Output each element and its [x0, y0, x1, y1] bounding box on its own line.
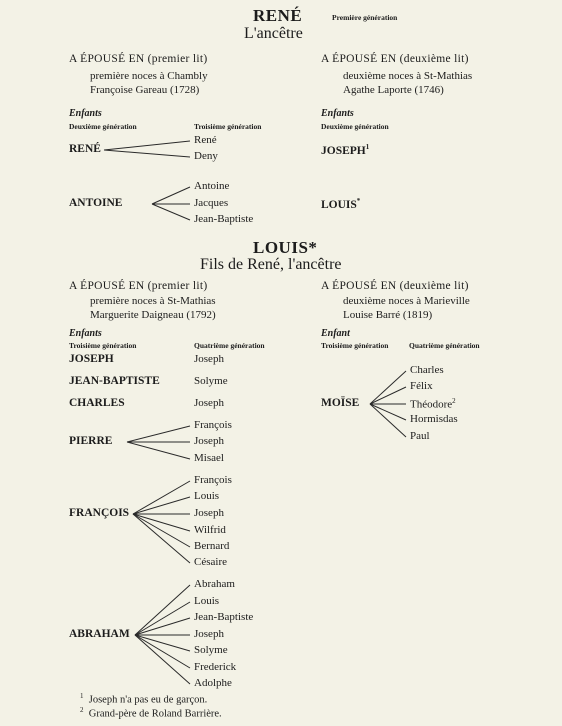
person-pierre: PIERRE — [69, 435, 113, 447]
footnote — [80, 706, 222, 720]
child-name: Antoine — [194, 180, 230, 192]
child-name: Louis — [194, 595, 220, 607]
s1-right-line1: deuxième noces à St-Mathias — [343, 70, 473, 82]
s1-left-line1: première noces à Chambly — [90, 70, 208, 82]
child-name: François — [194, 419, 232, 431]
child-name: Louis — [194, 490, 220, 502]
s2-left-line2: Marguerite Daigneau (1792) — [90, 309, 216, 321]
s2-gen3-label: Troisième génération — [69, 341, 137, 350]
person-antoine: ANTOINE — [69, 197, 123, 209]
child-name: Jean-Baptiste — [194, 611, 254, 623]
child-name: René — [194, 134, 217, 146]
section1-title: RENÉ — [253, 6, 303, 25]
s1-left-heading: A ÉPOUSÉ EN (premier lit) — [69, 53, 208, 65]
child-name: Félix — [410, 380, 433, 392]
s2-gen4-label-right: Quatrième génération — [409, 341, 480, 350]
child-name: Jean-Baptiste — [194, 213, 254, 225]
child-name: Césaire — [194, 556, 227, 568]
s2-right-line1: deuxième noces à Marieville — [343, 295, 470, 307]
person-louis: LOUIS* — [321, 197, 361, 211]
child-name: Charles — [410, 364, 444, 376]
person-rene: RENÉ — [69, 143, 101, 155]
child-name: Solyme — [194, 644, 228, 656]
person-francois: FRANÇOIS — [69, 507, 130, 519]
person-joseph: JOSEPH$^1$ — [321, 143, 370, 157]
child-name: Paul — [410, 430, 430, 442]
s1-gen2-label-right: Deuxième génération — [321, 122, 389, 131]
footnote — [80, 692, 207, 706]
child-name: Jacques — [194, 197, 229, 209]
person-charles: CHARLES — [69, 397, 125, 409]
section2-title: LOUIS* — [253, 238, 318, 257]
person-jean-baptiste: JEAN-BAPTISTE — [69, 375, 160, 387]
s2-right-heading: A ÉPOUSÉ EN (deuxième lit) — [321, 280, 469, 292]
child-name: François — [194, 474, 232, 486]
section1-generation: Première génération — [332, 13, 398, 22]
section1-subtitle: L'ancêtre — [244, 25, 303, 42]
s2-gen4-label: Quatrième génération — [194, 341, 265, 350]
s1-right-heading: A ÉPOUSÉ EN (deuxième lit) — [321, 53, 469, 65]
footnote-text: Joseph n'a pas eu de garçon. — [88, 694, 208, 706]
child-name: Joseph — [194, 353, 224, 365]
s2-gen3-label-right: Troisième génération — [321, 341, 389, 350]
child-name: Wilfrid — [194, 524, 226, 536]
child-name: Hormisdas — [410, 413, 458, 425]
s2-children-label-right: Enfant — [321, 328, 350, 339]
s1-right-line2: Agathe Laporte (1746) — [343, 84, 444, 96]
child-name: Joseph — [194, 507, 224, 519]
s1-left-line2: Françoise Gareau (1728) — [90, 84, 200, 96]
asterisk-mark: * — [356, 197, 361, 205]
footnote-ref: 2 — [452, 397, 456, 405]
child-name: Adolphe — [194, 677, 232, 689]
child-name: Bernard — [194, 540, 230, 552]
child-name: Deny — [194, 150, 218, 162]
s2-left-heading: A ÉPOUSÉ EN (premier lit) — [69, 280, 208, 292]
child-name: Misael — [194, 452, 224, 464]
child-name: Théodore$^2$ — [410, 397, 456, 411]
person-abraham: ABRAHAM — [69, 628, 130, 640]
person-moise: MOÏSE — [321, 397, 360, 409]
s1-gen2-label: Deuxième génération — [69, 122, 137, 131]
child-name: Solyme — [194, 375, 228, 387]
s2-right-line2: Louise Barré (1819) — [343, 309, 433, 321]
child-name: Joseph — [194, 435, 224, 447]
child-name: Abraham — [194, 578, 235, 590]
s1-children-label: Enfants — [69, 108, 102, 119]
s1-children-label-right: Enfants — [321, 108, 354, 119]
s2-children-label: Enfants — [69, 328, 102, 339]
section2-subtitle: Fils de René, l'ancêtre — [200, 256, 342, 273]
child-name: Frederick — [194, 661, 237, 673]
s2-left-line1: première noces à St-Mathias — [90, 295, 216, 307]
footnote-mark: 1 — [80, 692, 84, 700]
footnote-mark: 2 — [80, 706, 84, 714]
person-joseph-s2: JOSEPH — [69, 353, 114, 365]
s1-gen3-label: Troisième génération — [194, 122, 262, 131]
child-name: Joseph — [194, 397, 224, 409]
footnote-text: Grand-père de Roland Barrière. — [88, 708, 222, 720]
footnote-ref: 1 — [365, 143, 370, 151]
child-name: Joseph — [194, 628, 224, 640]
